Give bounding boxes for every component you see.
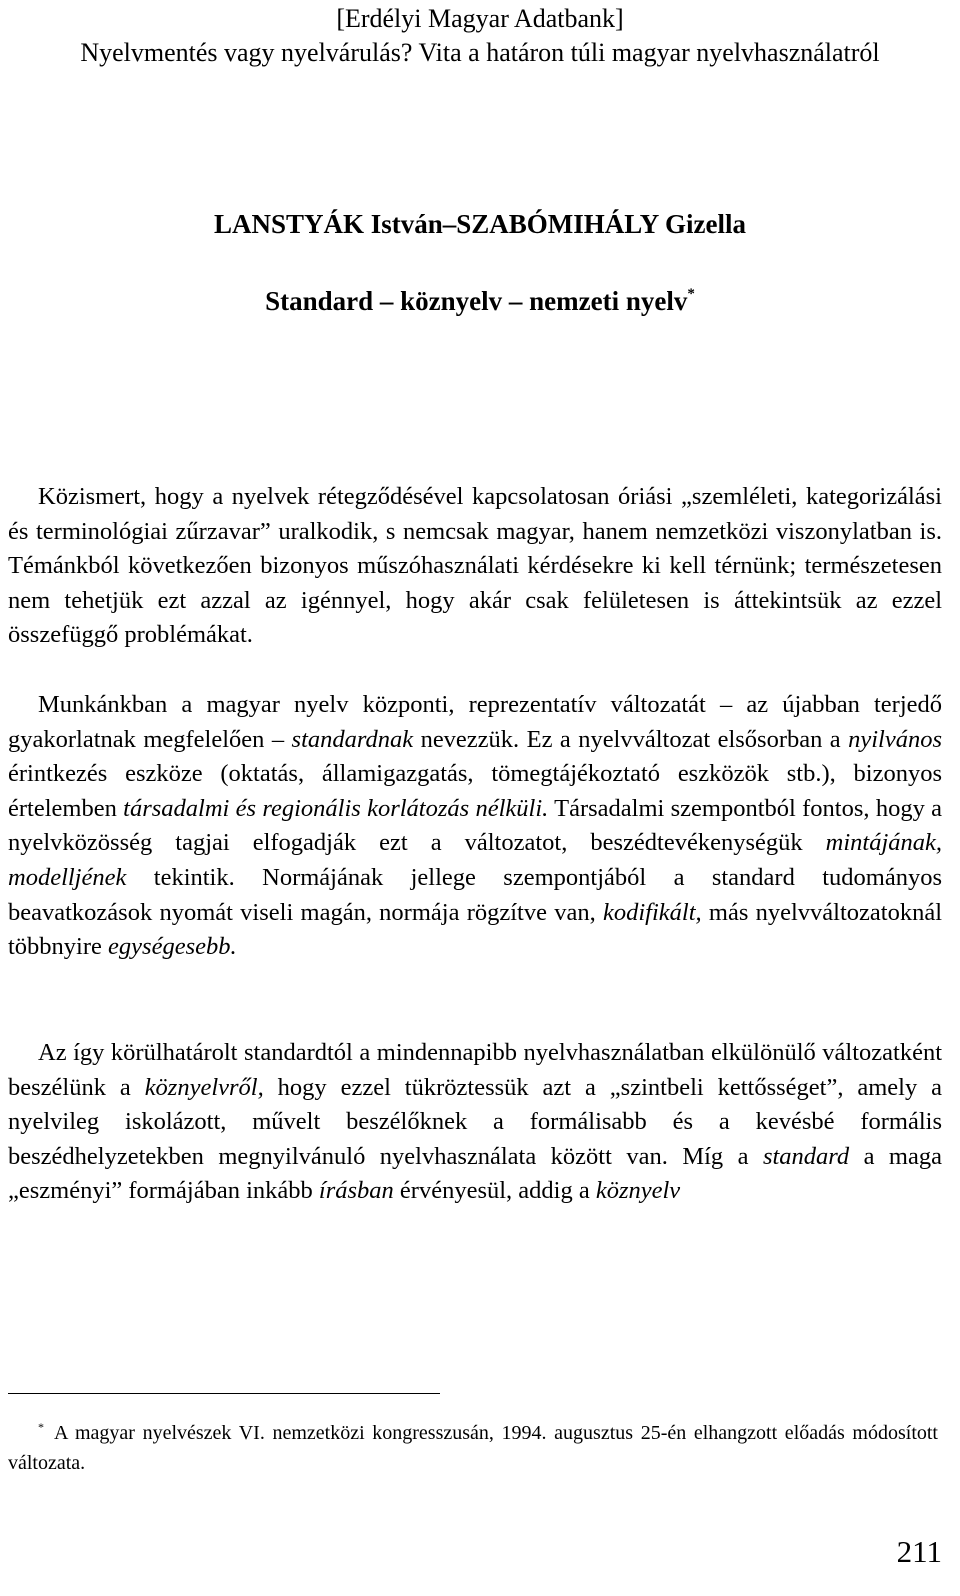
page-number: 211 bbox=[896, 1534, 942, 1569]
p3-span-2: hogy ezzel tükröztessük azt a „szintbeli kettősséget”, amely a nyelvileg iskolázott, művelt beszélőknek a formálisabb és a kevésbé formális beszédhelyzetekben megnyilvánuló nyelvhasználata között van. Míg a bbox=[8, 1073, 943, 1170]
p2-italic-nyilvanos: nyilvános bbox=[848, 725, 943, 753]
p3-italic-koznyelv: köznyelv bbox=[595, 1177, 681, 1205]
paragraph-1-text: Közismert, hogy a nyelvek rétegződésével kapcsolatosan óriási „szemléleti, kategorizálási és terminológiai zűrzavar” uralkodik, s nemcsak magyar, hanem nemzetközi viszonylatban is. Témánkból következően bizonyos műszóhasználati kérdésekre ki kell térnünk; természetesen nem tehetjük ezt azzal az igénnyel, hogy akár csak felületesen is áttekintsük az ezzel összefüggő problémákat. bbox=[8, 483, 942, 649]
article-title: Standard – köznyelv – nemzeti nyelv bbox=[265, 286, 688, 316]
p3-italic-irasban: írásban bbox=[318, 1177, 394, 1205]
footnote-text-block bbox=[8, 1412, 938, 1478]
paragraph-1 bbox=[8, 480, 942, 653]
header-book-title: Nyelvmentés vagy nyelvárulás? Vita a határon túli magyar nyelvhasználatról bbox=[80, 38, 880, 67]
p2-span-2: nevezzük. Ez a nyelvváltozat elsősorban a bbox=[420, 725, 841, 753]
title-footnote-mark: * bbox=[687, 286, 695, 302]
p3-italic-koznyelvrol: köznyelvről, bbox=[144, 1073, 264, 1101]
footnote-divider bbox=[8, 1393, 440, 1394]
p2-italic-kodifikalt: kodifikált, bbox=[602, 898, 702, 926]
p3-span-1: Az így körülhatárolt standardtól a mindennapibb nyelvhasználatban elkülönülő változatként beszélünk a bbox=[8, 1039, 942, 1101]
p2-span-6: más nyelvváltozatoknál többnyire bbox=[8, 898, 943, 961]
p2-italic-mintajanak: mintájának, modelljének bbox=[8, 829, 943, 891]
paragraph-2 bbox=[8, 688, 942, 965]
p2-italic-tarsadalmi: társadalmi és regionális korlátozás nélküli. bbox=[123, 794, 549, 822]
p2-italic-standard: standardnak bbox=[291, 725, 414, 753]
paragraph-3-text bbox=[8, 1036, 942, 1209]
paragraph-2-text bbox=[8, 688, 942, 965]
paragraph-3 bbox=[8, 1036, 942, 1209]
p2-span-4: Társadalmi szempontból fontos, hogy a nyelvközösség tagjai elfogadják ezt a változatot, beszédtevékenységük bbox=[8, 794, 943, 857]
article-title-block bbox=[0, 276, 960, 319]
footnote bbox=[8, 1412, 938, 1478]
p3-span-4: érvényesül, addig a bbox=[399, 1177, 590, 1205]
article-authors: LANSTYÁK István–SZABÓMIHÁLY Gizella bbox=[213, 209, 747, 239]
running-header bbox=[0, 2, 960, 70]
p3-italic-standard: standard bbox=[762, 1142, 850, 1170]
p2-span-5: tekintik. Normájának jellege szempontjából a standard tudományos beavatkozások nyomát viseli magán, normája rögzítve van, bbox=[8, 863, 942, 926]
header-source: [Erdélyi Magyar Adatbank] bbox=[336, 4, 624, 33]
footnote-text: A magyar nyelvészek VI. nemzetközi kongresszusán, 1994. augusztus 25-én elhangzott előadás módosított változata. bbox=[8, 1422, 938, 1474]
footnote-mark: * bbox=[38, 1420, 44, 1434]
p2-span-1: Munkánkban a magyar nyelv központi, reprezentatív változatát – az újabban terjedő gyakorlatnak megfelelően – bbox=[8, 691, 942, 753]
p2-italic-egysegesebb: egységesebb. bbox=[108, 933, 237, 961]
p3-span-3: a maga „eszményi” formájában inkább bbox=[8, 1142, 942, 1205]
p2-span-3: érintkezés eszköze (oktatás, államigazgatás, tömegtájékoztató eszközök stb.), bizonyos értelemben bbox=[8, 760, 942, 822]
